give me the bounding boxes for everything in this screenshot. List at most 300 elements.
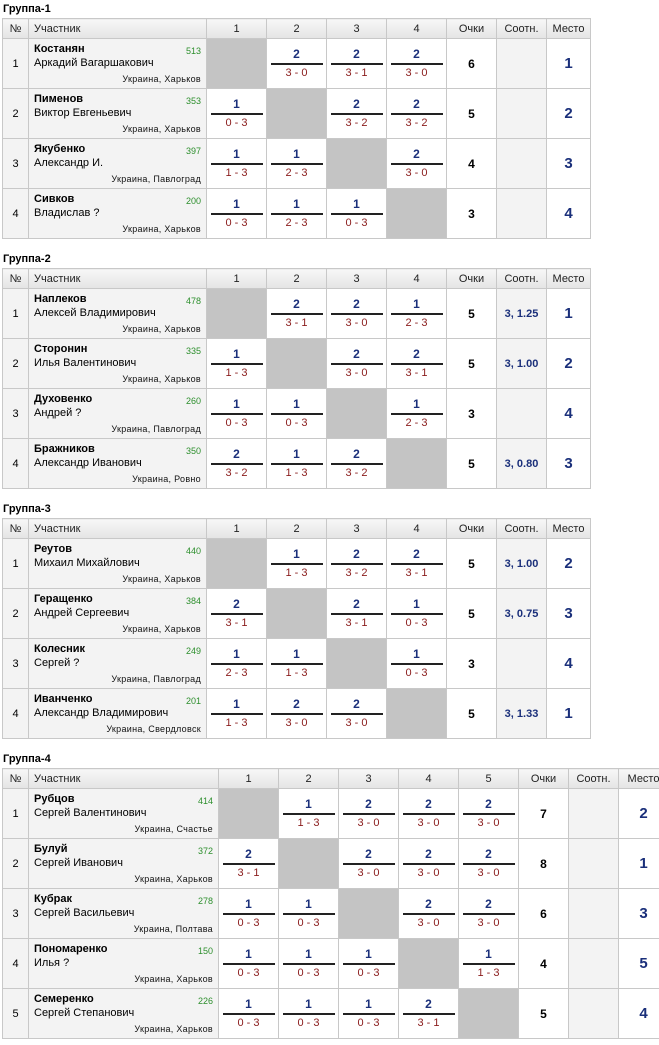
match-points: 2 (267, 47, 326, 61)
row-number: 4 (3, 689, 29, 739)
match-result-cell[interactable] (387, 289, 447, 339)
player-last-name[interactable]: Пименов (34, 93, 83, 105)
match-result-cell[interactable] (387, 139, 447, 189)
header-ratio: Соотн. (497, 519, 547, 539)
row-number: 4 (3, 939, 29, 989)
player-city: Украина, Харьков (122, 124, 201, 134)
group-table (2, 268, 591, 489)
match-score: 3 - 0 (339, 817, 398, 830)
player-last-name[interactable]: Колесник (34, 643, 85, 655)
player-first-name: Алексей Владимирович (34, 307, 156, 319)
match-result-cell[interactable] (327, 89, 387, 139)
player-first-name: Александр Владимирович (34, 707, 168, 719)
player-last-name[interactable]: Сторонин (34, 343, 87, 355)
match-result-cell[interactable] (327, 439, 387, 489)
player-last-name[interactable]: Геращенко (34, 593, 93, 605)
result-divider (283, 813, 335, 815)
place-cell: 1 (619, 839, 659, 889)
player-city: Украина, Павлоград (111, 424, 201, 434)
match-points: 1 (207, 397, 266, 411)
match-score: 3 - 0 (399, 917, 458, 930)
match-score: 1 - 3 (207, 717, 266, 730)
table-row (3, 539, 591, 589)
player-rating: 278 (198, 896, 213, 906)
match-score: 1 - 3 (267, 467, 326, 480)
player-rating: 249 (186, 646, 201, 656)
match-points: 2 (459, 847, 518, 861)
result-divider (223, 913, 275, 915)
match-result-cell[interactable] (207, 589, 267, 639)
match-result-cell[interactable] (267, 289, 327, 339)
match-result-cell[interactable] (207, 439, 267, 489)
self-match-cell (207, 539, 267, 589)
match-result-cell[interactable] (267, 189, 327, 239)
place-cell: 1 (547, 289, 591, 339)
match-score: 1 - 3 (459, 967, 518, 980)
table-row (3, 789, 659, 839)
match-points: 1 (387, 647, 446, 661)
match-points: 1 (267, 397, 326, 411)
match-score: 3 - 0 (459, 867, 518, 880)
player-city: Украина, Харьков (122, 324, 201, 334)
match-result-cell[interactable] (327, 39, 387, 89)
match-score: 3 - 0 (387, 67, 446, 80)
result-divider (391, 313, 443, 315)
match-score: 3 - 0 (327, 317, 386, 330)
player-cell (29, 589, 207, 639)
match-result-cell[interactable] (207, 639, 267, 689)
result-divider (211, 363, 263, 365)
result-divider (391, 113, 443, 115)
match-score: 0 - 3 (387, 667, 446, 680)
header-opponent-col: 2 (267, 269, 327, 289)
result-divider (331, 113, 383, 115)
result-divider (331, 713, 383, 715)
player-rating: 350 (186, 446, 201, 456)
player-city: Украина, Харьков (122, 74, 201, 84)
match-result-cell[interactable] (327, 189, 387, 239)
match-points: 1 (207, 97, 266, 111)
ratio-cell: 3, 1.25 (497, 289, 547, 339)
result-divider (391, 163, 443, 165)
match-points: 2 (399, 797, 458, 811)
match-points: 2 (459, 897, 518, 911)
match-points: 1 (207, 647, 266, 661)
group-table (2, 768, 659, 1039)
player-rating: 440 (186, 546, 201, 556)
header-opponent-col: 1 (207, 19, 267, 39)
table-row (3, 589, 591, 639)
match-result-cell[interactable] (387, 639, 447, 689)
player-city: Украина, Харьков (122, 624, 201, 634)
match-result-cell[interactable] (279, 989, 339, 1039)
match-result-cell[interactable] (459, 839, 519, 889)
row-number: 2 (3, 589, 29, 639)
points-cell: 4 (447, 139, 497, 189)
match-result-cell[interactable] (267, 639, 327, 689)
player-last-name[interactable]: Духовенко (34, 393, 92, 405)
match-score: 0 - 3 (339, 967, 398, 980)
match-points: 1 (207, 697, 266, 711)
result-divider (463, 913, 515, 915)
ratio-cell: 3, 1.00 (497, 339, 547, 389)
player-city: Украина, Харьков (122, 374, 201, 384)
place-cell: 1 (547, 39, 591, 89)
player-cell (29, 339, 207, 389)
match-result-cell[interactable] (267, 389, 327, 439)
player-last-name[interactable]: Костанян (34, 43, 85, 55)
match-points: 1 (267, 547, 326, 561)
result-divider (211, 213, 263, 215)
match-result-cell[interactable] (219, 989, 279, 1039)
match-result-cell[interactable] (327, 289, 387, 339)
match-result-cell[interactable] (399, 889, 459, 939)
player-first-name: Сергей Валентинович (34, 807, 146, 819)
match-score: 3 - 1 (327, 67, 386, 80)
ratio-cell: 3, 1.00 (497, 539, 547, 589)
match-points: 1 (387, 397, 446, 411)
result-divider (403, 813, 455, 815)
ratio-cell (569, 789, 619, 839)
match-result-cell[interactable] (267, 139, 327, 189)
place-cell: 3 (547, 139, 591, 189)
player-first-name: Илья Валентинович (34, 357, 136, 369)
match-result-cell[interactable] (399, 789, 459, 839)
match-score: 0 - 3 (219, 967, 278, 980)
header-row (3, 519, 591, 539)
result-divider (211, 413, 263, 415)
player-rating: 478 (186, 296, 201, 306)
header-name: Участник (29, 519, 207, 539)
header-place: Место (547, 269, 591, 289)
match-result-cell[interactable] (459, 889, 519, 939)
header-opponent-col: 4 (387, 519, 447, 539)
points-cell: 4 (519, 939, 569, 989)
table-row (3, 989, 659, 1039)
match-score: 3 - 0 (459, 817, 518, 830)
result-divider (463, 863, 515, 865)
result-divider (331, 563, 383, 565)
self-match-cell (459, 989, 519, 1039)
match-result-cell[interactable] (387, 89, 447, 139)
player-last-name[interactable]: Иванченко (34, 693, 93, 705)
match-score: 0 - 3 (327, 217, 386, 230)
result-divider (271, 713, 323, 715)
match-points: 1 (339, 947, 398, 961)
match-points: 2 (327, 547, 386, 561)
match-score: 3 - 0 (459, 917, 518, 930)
match-score: 1 - 3 (207, 167, 266, 180)
match-points: 2 (387, 47, 446, 61)
result-divider (211, 113, 263, 115)
result-divider (283, 913, 335, 915)
match-result-cell[interactable] (387, 539, 447, 589)
player-city: Украина, Харьков (122, 574, 201, 584)
match-points: 1 (387, 597, 446, 611)
match-result-cell[interactable] (207, 389, 267, 439)
row-number: 1 (3, 39, 29, 89)
self-match-cell (387, 439, 447, 489)
result-divider (331, 613, 383, 615)
header-opponent-col: 4 (399, 769, 459, 789)
match-score: 0 - 3 (219, 1017, 278, 1030)
match-score: 0 - 3 (207, 117, 266, 130)
player-last-name[interactable]: Бражников (34, 443, 95, 455)
match-score: 1 - 3 (267, 567, 326, 580)
player-rating: 353 (186, 96, 201, 106)
group-title: Группа-4 (0, 752, 659, 766)
self-match-cell (219, 789, 279, 839)
match-result-cell[interactable] (207, 689, 267, 739)
match-result-cell[interactable] (399, 839, 459, 889)
header-row (3, 769, 659, 789)
match-result-cell[interactable] (207, 339, 267, 389)
row-number: 3 (3, 639, 29, 689)
player-rating: 513 (186, 46, 201, 56)
self-match-cell (267, 589, 327, 639)
row-number: 3 (3, 889, 29, 939)
place-cell: 2 (619, 789, 659, 839)
group-title: Группа-3 (0, 502, 659, 516)
match-points: 2 (387, 347, 446, 361)
match-result-cell[interactable] (267, 539, 327, 589)
match-result-cell[interactable] (219, 839, 279, 889)
match-result-cell[interactable] (387, 589, 447, 639)
match-points: 2 (399, 847, 458, 861)
match-result-cell[interactable] (387, 389, 447, 439)
match-points: 1 (279, 897, 338, 911)
match-result-cell[interactable] (279, 789, 339, 839)
match-points: 2 (219, 847, 278, 861)
row-number: 1 (3, 789, 29, 839)
self-match-cell (279, 839, 339, 889)
match-score: 3 - 1 (267, 317, 326, 330)
match-points: 2 (339, 797, 398, 811)
header-row (3, 19, 591, 39)
player-last-name[interactable]: Якубенко (34, 143, 85, 155)
tournament-results (0, 2, 659, 1039)
points-cell: 3 (447, 639, 497, 689)
match-result-cell[interactable] (327, 539, 387, 589)
match-score: 0 - 3 (219, 917, 278, 930)
result-divider (283, 1013, 335, 1015)
player-cell (29, 89, 207, 139)
player-rating: 150 (198, 946, 213, 956)
player-cell (29, 439, 207, 489)
result-divider (211, 663, 263, 665)
header-opponent-col: 3 (327, 519, 387, 539)
result-divider (343, 963, 395, 965)
group-table (2, 18, 591, 239)
match-result-cell[interactable] (219, 889, 279, 939)
player-last-name[interactable]: Сивков (34, 193, 74, 205)
match-result-cell[interactable] (339, 989, 399, 1039)
player-cell (29, 539, 207, 589)
match-result-cell[interactable] (387, 39, 447, 89)
row-number: 3 (3, 389, 29, 439)
match-result-cell[interactable] (267, 39, 327, 89)
self-match-cell (267, 89, 327, 139)
ratio-cell: 3, 1.33 (497, 689, 547, 739)
match-score: 3 - 2 (207, 467, 266, 480)
match-points: 2 (327, 97, 386, 111)
result-divider (283, 963, 335, 965)
match-result-cell[interactable] (219, 939, 279, 989)
header-opponent-col: 1 (219, 769, 279, 789)
result-divider (391, 663, 443, 665)
player-last-name[interactable]: Реутов (34, 543, 72, 555)
match-points: 2 (399, 997, 458, 1011)
result-divider (331, 463, 383, 465)
header-num: № (3, 19, 29, 39)
match-points: 1 (279, 947, 338, 961)
match-result-cell[interactable] (279, 889, 339, 939)
match-result-cell[interactable] (207, 89, 267, 139)
match-result-cell[interactable] (267, 689, 327, 739)
player-city: Украина, Павлоград (111, 674, 201, 684)
match-points: 2 (387, 147, 446, 161)
table-row (3, 889, 659, 939)
player-cell (29, 939, 219, 989)
match-result-cell[interactable] (339, 789, 399, 839)
player-rating: 201 (186, 696, 201, 706)
header-num: № (3, 269, 29, 289)
match-points: 1 (279, 997, 338, 1011)
self-match-cell (399, 939, 459, 989)
match-result-cell[interactable] (399, 989, 459, 1039)
table-row (3, 689, 591, 739)
player-city: Украина, Полтава (134, 924, 213, 934)
header-points: Очки (519, 769, 569, 789)
group-title: Группа-2 (0, 252, 659, 266)
player-rating: 200 (186, 196, 201, 206)
result-divider (331, 313, 383, 315)
match-score: 2 - 3 (267, 217, 326, 230)
match-score: 3 - 0 (267, 717, 326, 730)
match-result-cell[interactable] (459, 939, 519, 989)
match-result-cell[interactable] (459, 789, 519, 839)
result-divider (391, 413, 443, 415)
player-last-name[interactable]: Рубцов (34, 793, 75, 805)
player-last-name[interactable]: Семеренко (34, 993, 94, 1005)
match-score: 3 - 0 (339, 867, 398, 880)
player-first-name: Андрей ? (34, 407, 81, 419)
header-opponent-col: 3 (327, 269, 387, 289)
match-result-cell[interactable] (339, 839, 399, 889)
match-points: 2 (207, 597, 266, 611)
header-opponent-col: 2 (267, 519, 327, 539)
result-divider (391, 563, 443, 565)
group-section (0, 252, 659, 489)
player-city: Украина, Ровно (132, 474, 201, 484)
row-number: 4 (3, 189, 29, 239)
points-cell: 5 (447, 539, 497, 589)
ratio-cell (497, 39, 547, 89)
player-first-name: Сергей Васильевич (34, 907, 134, 919)
match-points: 2 (387, 97, 446, 111)
row-number: 4 (3, 439, 29, 489)
match-result-cell[interactable] (387, 339, 447, 389)
match-score: 3 - 1 (207, 617, 266, 630)
points-cell: 5 (447, 439, 497, 489)
player-first-name: Михаил Михайлович (34, 557, 140, 569)
place-cell: 4 (547, 389, 591, 439)
match-points: 1 (339, 997, 398, 1011)
header-opponent-col: 3 (327, 19, 387, 39)
player-rating: 226 (198, 996, 213, 1006)
match-score: 1 - 3 (279, 817, 338, 830)
player-cell (29, 989, 219, 1039)
header-opponent-col: 4 (387, 19, 447, 39)
player-last-name[interactable]: Наплеков (34, 293, 87, 305)
result-divider (271, 63, 323, 65)
player-first-name: Илья ? (34, 957, 69, 969)
table-row (3, 139, 591, 189)
match-result-cell[interactable] (327, 339, 387, 389)
match-score: 0 - 3 (207, 217, 266, 230)
player-first-name: Сергей ? (34, 657, 79, 669)
points-cell: 5 (447, 589, 497, 639)
match-result-cell[interactable] (207, 189, 267, 239)
match-points: 2 (339, 847, 398, 861)
player-last-name[interactable]: Булуй (34, 843, 67, 855)
match-points: 1 (207, 197, 266, 211)
header-points: Очки (447, 19, 497, 39)
match-points: 1 (267, 647, 326, 661)
result-divider (271, 663, 323, 665)
player-cell (29, 639, 207, 689)
match-result-cell[interactable] (279, 939, 339, 989)
result-divider (211, 613, 263, 615)
player-cell (29, 889, 219, 939)
match-result-cell[interactable] (267, 439, 327, 489)
match-points: 1 (327, 197, 386, 211)
player-last-name[interactable]: Кубрак (34, 893, 72, 905)
match-score: 3 - 2 (387, 117, 446, 130)
match-result-cell[interactable] (339, 939, 399, 989)
match-score: 2 - 3 (387, 417, 446, 430)
match-points: 2 (327, 297, 386, 311)
match-points: 2 (459, 797, 518, 811)
header-opponent-col: 3 (339, 769, 399, 789)
match-points: 1 (279, 797, 338, 811)
match-score: 3 - 2 (327, 117, 386, 130)
points-cell: 5 (447, 339, 497, 389)
points-cell: 5 (447, 289, 497, 339)
player-rating: 335 (186, 346, 201, 356)
header-row (3, 269, 591, 289)
result-divider (223, 1013, 275, 1015)
points-cell: 6 (447, 39, 497, 89)
ratio-cell (497, 189, 547, 239)
result-divider (331, 363, 383, 365)
match-score: 2 - 3 (267, 167, 326, 180)
match-result-cell[interactable] (207, 139, 267, 189)
header-opponent-col: 4 (387, 269, 447, 289)
match-result-cell[interactable] (327, 689, 387, 739)
self-match-cell (327, 139, 387, 189)
self-match-cell (327, 389, 387, 439)
result-divider (391, 63, 443, 65)
match-score: 3 - 1 (399, 1017, 458, 1030)
match-result-cell[interactable] (327, 589, 387, 639)
points-cell: 3 (447, 189, 497, 239)
table-row (3, 39, 591, 89)
result-divider (331, 213, 383, 215)
player-last-name[interactable]: Пономаренко (34, 943, 108, 955)
result-divider (331, 63, 383, 65)
result-divider (403, 913, 455, 915)
